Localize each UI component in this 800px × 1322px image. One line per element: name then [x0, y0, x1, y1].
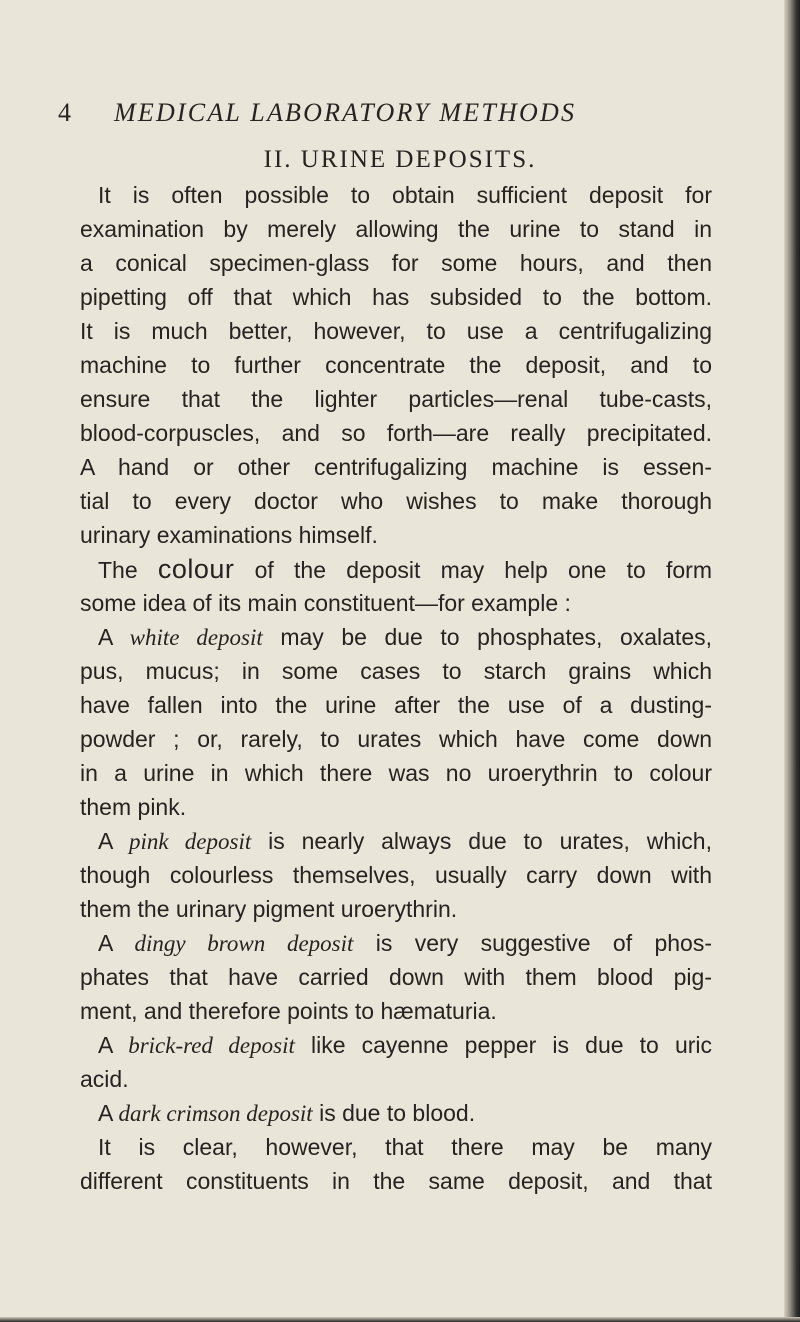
text-line — [98, 554, 712, 590]
text-run: is due to blood. — [312, 1100, 476, 1126]
text-line: pipetting off that which has subsided to the bottom. — [80, 284, 712, 310]
text-line: It is clear, however, that there may be many — [98, 1134, 712, 1160]
text-run: A — [98, 1032, 129, 1058]
text-line: blood-corpuscles, and so forth—are really precipitated. — [80, 420, 712, 446]
text-line: some idea of its main constituent—for example : — [80, 590, 571, 616]
text-line: have fallen into the urine after the use of a dusting- — [80, 692, 712, 718]
page-bottom-edge — [0, 1317, 800, 1322]
text-line: them the urinary pigment uroerythrin. — [80, 896, 458, 922]
text-line: It is often possible to obtain sufficient deposit for — [98, 182, 712, 208]
lead-term-dark-crimson-deposit: dark crimson deposit — [118, 1101, 313, 1126]
text-line: though colourless themselves, usually carry down with — [80, 862, 712, 888]
text-line: A hand or other centrifugalizing machine is essen- — [80, 454, 712, 480]
lead-term-white-deposit: white deposit — [129, 625, 263, 650]
page-edge-shadow — [784, 0, 800, 1322]
text-line: phates that have carried down with them blood pig- — [80, 964, 712, 990]
lead-term-pink-deposit: pink deposit — [128, 829, 252, 854]
text-run: A — [98, 1100, 119, 1126]
section-title: II. URINE DEPOSITS. — [263, 146, 537, 173]
text-line — [98, 928, 712, 964]
text-line: them pink. — [80, 794, 187, 820]
text-line — [98, 622, 712, 658]
text-line: examination by merely allowing the urine to stand in — [80, 216, 712, 242]
text-line: different constituents in the same deposit, and that — [80, 1168, 712, 1194]
lead-term-dingy-brown-deposit: dingy brown deposit — [134, 931, 354, 956]
page-number: 4 — [58, 98, 74, 127]
text-line: ment, and therefore points to hæmaturia. — [80, 998, 497, 1024]
text-run: is very suggestive of phos- — [353, 930, 713, 956]
text-line — [98, 1030, 712, 1066]
running-head — [58, 98, 738, 132]
text-line: urinary examinations himself. — [80, 522, 378, 548]
text-run: is nearly always due to urates, which, — [251, 828, 712, 854]
text-run: A — [98, 930, 135, 956]
text-run: A — [98, 624, 130, 650]
text-run: may be due to phosphates, oxalates, — [262, 624, 712, 650]
text-run: A — [98, 828, 129, 854]
text-run: like cayenne pepper is due to uric — [294, 1032, 713, 1058]
running-head-title: MEDICAL LABORATORY METHODS — [114, 98, 577, 127]
text-line: acid. — [80, 1066, 129, 1092]
text-line: tial to every doctor who wishes to make thorough — [80, 488, 712, 514]
text-line — [98, 826, 712, 862]
emphasis-colour: colour — [157, 554, 235, 584]
text-line: in a urine in which there was no uroerythrin to colour — [80, 760, 712, 786]
text-line: pus, mucus; in some cases to starch grains which — [80, 658, 712, 684]
text-line: powder ; or, rarely, to urates which have come down — [80, 726, 712, 752]
text-line: ensure that the lighter particles—renal tube-casts, — [80, 386, 712, 412]
text-run: The — [98, 557, 158, 583]
text-run: of the deposit may help one to form — [234, 557, 712, 583]
text-line — [98, 1098, 712, 1134]
lead-term-brick-red-deposit: brick-red deposit — [128, 1033, 295, 1058]
text-line: machine to further concentrate the deposit, and to — [80, 352, 712, 378]
text-line: a conical specimen-glass for some hours, and then — [80, 250, 712, 276]
text-line: It is much better, however, to use a centrifugalizing — [80, 318, 712, 344]
